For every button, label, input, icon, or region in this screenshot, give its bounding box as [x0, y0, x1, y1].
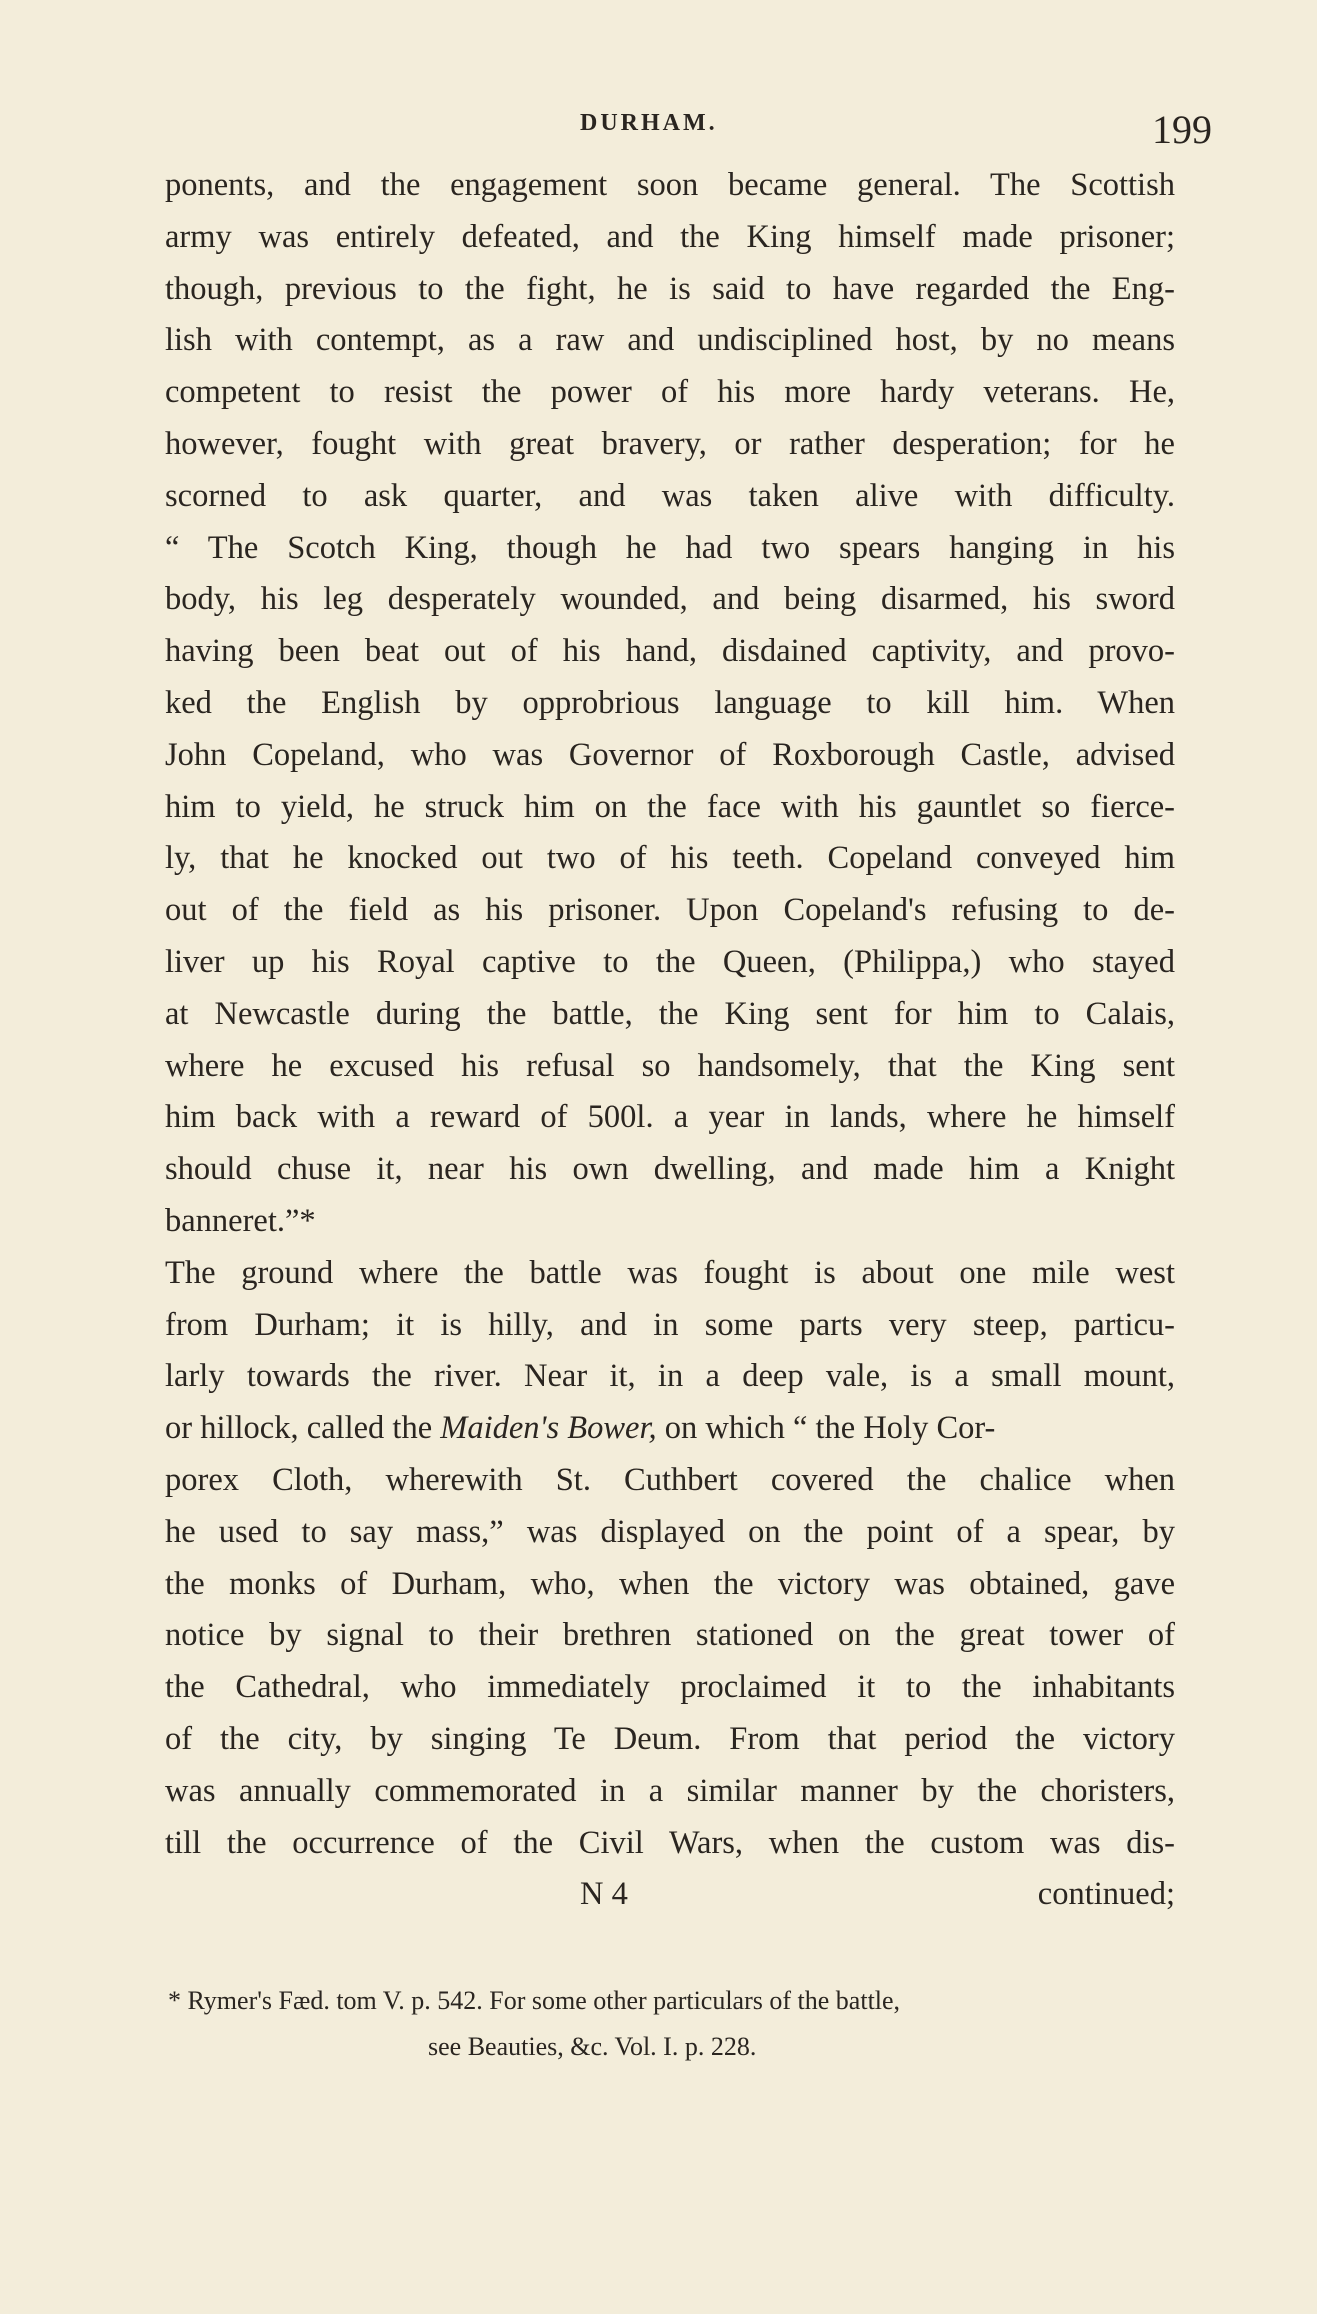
text-line: having been beat out of his hand, disdained captivity, and provo- — [165, 633, 1175, 670]
text-line: “ The Scotch King, though he had two spears hanging in his — [165, 529, 1175, 566]
text-line: should chuse it, near his own dwelling, and made him a Knight — [165, 1151, 1175, 1188]
maidens-bower-italic: Maiden's Bower, — [440, 1410, 657, 1447]
text-line: him back with a reward of 500l. a year in lands, where he himself — [165, 1099, 1175, 1136]
text-line: him to yield, he struck him on the face with his gauntlet so fierce- — [165, 788, 1175, 825]
signature-mark: N 4 — [580, 1876, 628, 1913]
text-line: scorned to ask quarter, and was taken alive with difficulty. — [165, 477, 1175, 514]
text-line: of the city, by singing Te Deum. From that period the victory — [165, 1720, 1175, 1757]
signature-line — [165, 1869, 1175, 1921]
text-line: he used to say mass,” was displayed on the point of a spear, by — [165, 1513, 1175, 1550]
text-line: liver up his Royal captive to the Queen, (Philippa,) who stayed — [165, 943, 1175, 980]
text-line: John Copeland, who was Governor of Roxborough Castle, advised — [165, 736, 1175, 773]
text-line: porex Cloth, wherewith St. Cuthbert covered the chalice when — [165, 1461, 1175, 1498]
footnote-line-1: * Rymer's Fæd. tom V. p. 542. For some other particulars of the battle, — [168, 1986, 901, 2015]
text-line: The ground where the battle was fought is about one mile west — [165, 1254, 1175, 1291]
running-title: DURHAM. — [580, 110, 718, 136]
text-line: army was entirely defeated, and the King himself made prisoner; — [165, 218, 1175, 255]
text-line: the Cathedral, who immediately proclaimed it to the inhabitants — [165, 1669, 1175, 1706]
text-line: at Newcastle during the battle, the King sent for him to Calais, — [165, 995, 1175, 1032]
text-line: lish with contempt, as a raw and undisciplined host, by no means — [165, 322, 1175, 359]
text-line: though, previous to the fight, he is said to have regarded the Eng- — [165, 270, 1175, 307]
text-line: ponents, and the engagement soon became general. The Scottish — [165, 167, 1175, 203]
bower-after-text: on which “ the Holy Cor- — [656, 1410, 996, 1447]
text-line: from Durham; it is hilly, and in some parts very steep, particu- — [165, 1306, 1175, 1343]
footnotes — [168, 1978, 1178, 2070]
paragraph-end-line: banneret.”* — [165, 1202, 316, 1239]
text-line-maidens-bower — [165, 1403, 1175, 1455]
text-line: till the occurrence of the Civil Wars, when the custom was dis- — [165, 1824, 1175, 1861]
text-line: notice by signal to their brethren stationed on the great tower of — [165, 1617, 1175, 1654]
text-line: larly towards the river. Near it, in a deep vale, is a small mount, — [165, 1358, 1175, 1395]
text-line: out of the field as his prisoner. Upon Copeland's refusing to de- — [165, 892, 1175, 929]
text-line: however, fought with great bravery, or rather desperation; for he — [165, 425, 1175, 462]
text-line: competent to resist the power of his more hardy veterans. He, — [165, 374, 1175, 411]
body-text — [165, 160, 1175, 1921]
bower-line-start — [165, 1403, 995, 1455]
text-line: ly, that he knocked out two of his teeth. Copeland conveyed him — [165, 840, 1175, 877]
page-number: 199 — [1152, 107, 1212, 152]
running-head — [0, 107, 1317, 152]
text-line: body, his leg desperately wounded, and being disarmed, his sword — [165, 581, 1175, 618]
text-line: was annually commemorated in a similar manner by the choristers, — [165, 1772, 1175, 1809]
text-line: where he excused his refusal so handsomely, that the King sent — [165, 1047, 1175, 1084]
text-line: the monks of Durham, who, when the victory was obtained, gave — [165, 1565, 1175, 1602]
bower-before-text: or hillock, called the — [165, 1410, 441, 1447]
footnote-line-2: see Beauties, &c. Vol. I. p. 228. — [428, 2032, 757, 2061]
text-line: ked the English by opprobrious language to kill him. When — [165, 684, 1175, 721]
catchword: continued; — [1037, 1876, 1175, 1913]
